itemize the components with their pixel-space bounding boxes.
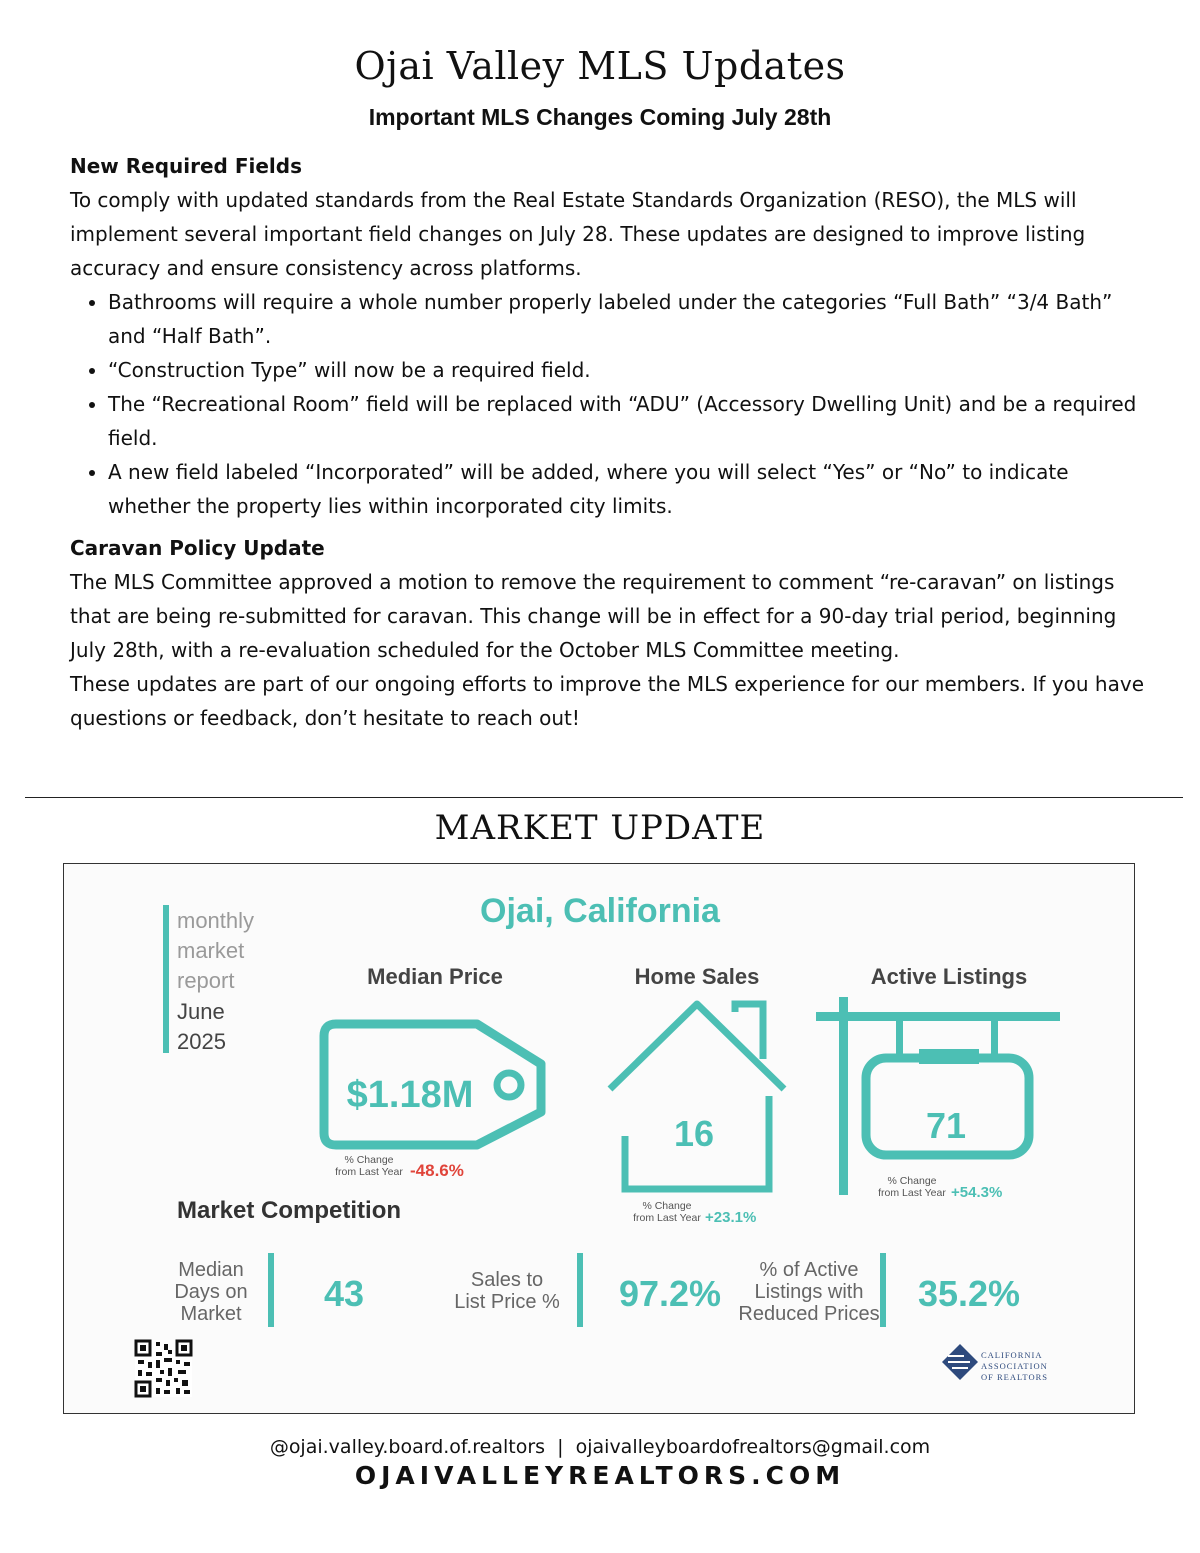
report-label-line: monthly — [177, 908, 255, 933]
logo-text-line: CALIFORNIA — [981, 1350, 1043, 1360]
median-price-value: $1.18M — [346, 1074, 474, 1116]
stat-label-line: Median — [178, 1259, 244, 1281]
home-sales-value: 16 — [673, 1113, 715, 1154]
active-listings-value: 71 — [925, 1105, 967, 1146]
market-report-graphic — [64, 864, 1134, 1413]
california-association-of-realtors-logo — [942, 1344, 1048, 1382]
list-item: • The “Recreational Room” field will be replaced with “ADU” (Accessory Dwelling Unit) and be a required field. — [108, 387, 1150, 455]
qr-code-icon — [135, 1340, 192, 1397]
caravan-paragraph: The MLS Committee approved a motion to remove the requirement to comment “re-caravan” on listings that are being re-submitted for caravan. This change will be in effect for a 90-day trial period, beginning July 28th, with a re-evaluation scheduled for the October MLS Committee meeting. — [70, 570, 1117, 662]
list-item: • “Construction Type” will now be a required field. — [108, 353, 1150, 387]
market-report-card — [63, 863, 1135, 1414]
closing-paragraph: These updates are part of our ongoing efforts to improve the MLS experience for our members. If you have questions or feedback, don’t hesitate to reach out! — [70, 672, 1144, 730]
stat-divider — [268, 1253, 274, 1327]
home-sales-label: Home Sales — [634, 964, 760, 989]
required-fields-heading: New Required Fields — [70, 154, 302, 178]
change-label: from Last Year — [633, 1212, 701, 1224]
stat-label-line: Sales to — [470, 1269, 544, 1291]
reduced-prices-value: 35.2% — [917, 1273, 1021, 1314]
active-listings-label: Active Listings — [870, 964, 1028, 989]
market-competition-heading: Market Competition — [177, 1197, 402, 1224]
stat-label-line: % of Active — [759, 1259, 859, 1281]
change-label: from Last Year — [335, 1166, 403, 1178]
page-subtitle: Important MLS Changes Coming July 28th — [368, 104, 832, 130]
stat-label-line: List Price % — [454, 1291, 560, 1313]
change-label: % Change — [887, 1175, 937, 1187]
location-title: Ojai, California — [480, 892, 720, 930]
home-sales-change: +23.1% — [705, 1209, 757, 1226]
caravan-section — [70, 531, 1150, 735]
section-divider — [25, 797, 1183, 798]
list-item: • A new field labeled “Incorporated” will be added, where you will select “Yes” or “No” to indicate whether the property lies within incorporated city limits. — [108, 455, 1150, 523]
required-fields-section — [70, 149, 1150, 523]
caravan-heading: Caravan Policy Update — [70, 536, 325, 560]
report-year: 2025 — [177, 1029, 226, 1054]
logo-text-line: ASSOCIATION — [981, 1361, 1048, 1371]
change-label: % Change — [344, 1154, 394, 1166]
report-label-line: report — [177, 968, 235, 993]
sign-arm-icon — [816, 1012, 1060, 1021]
change-label: from Last Year — [878, 1187, 946, 1199]
stat-label-line: Market — [180, 1303, 242, 1325]
median-price-label: Median Price — [367, 964, 503, 989]
active-listings-change: +54.3% — [951, 1184, 1003, 1201]
sales-to-list-value: 97.2% — [618, 1273, 722, 1314]
website-url: OJAIVALLEYREALTORS.COM — [354, 1461, 846, 1490]
report-label-line: market — [177, 938, 245, 963]
list-item: • Bathrooms will require a whole number properly labeled under the categories “Full Bath” “3/4 Bath” and “Half Bath”. — [108, 285, 1150, 353]
stat-divider — [880, 1253, 886, 1327]
contact-info: @ojai.valley.board.of.realtors | ojaivalleyboardofrealtors@gmail.com — [269, 1436, 931, 1458]
required-fields-list — [70, 285, 1150, 523]
sign-chain-icon — [991, 1021, 998, 1057]
change-label: % Change — [642, 1200, 692, 1212]
days-on-market-value: 43 — [323, 1273, 365, 1314]
report-month: June — [177, 999, 225, 1024]
stat-label-line: Reduced Prices — [738, 1303, 880, 1325]
market-section-title: MARKET UPDATE — [434, 808, 766, 848]
median-price-change: -48.6% — [410, 1161, 464, 1180]
required-fields-intro: To comply with updated standards from the Real Estate Standards Organization (RESO), the MLS will implement several important field changes on July 28. These updates are designed to improve listing accuracy and ensure consistency across platforms. — [70, 188, 1086, 280]
stat-label-line: Days on — [174, 1281, 248, 1303]
stat-label-line: Listings with — [754, 1281, 864, 1303]
sign-post-icon — [839, 997, 848, 1195]
page-title: Ojai Valley MLS Updates — [354, 44, 846, 88]
report-accent-bar — [163, 905, 169, 1053]
price-tag-hole-icon — [497, 1073, 521, 1097]
house-roof-icon — [610, 1004, 784, 1089]
logo-text-line: OF REALTORS — [981, 1372, 1048, 1382]
stat-divider — [577, 1253, 583, 1327]
sign-chain-icon — [896, 1021, 903, 1057]
